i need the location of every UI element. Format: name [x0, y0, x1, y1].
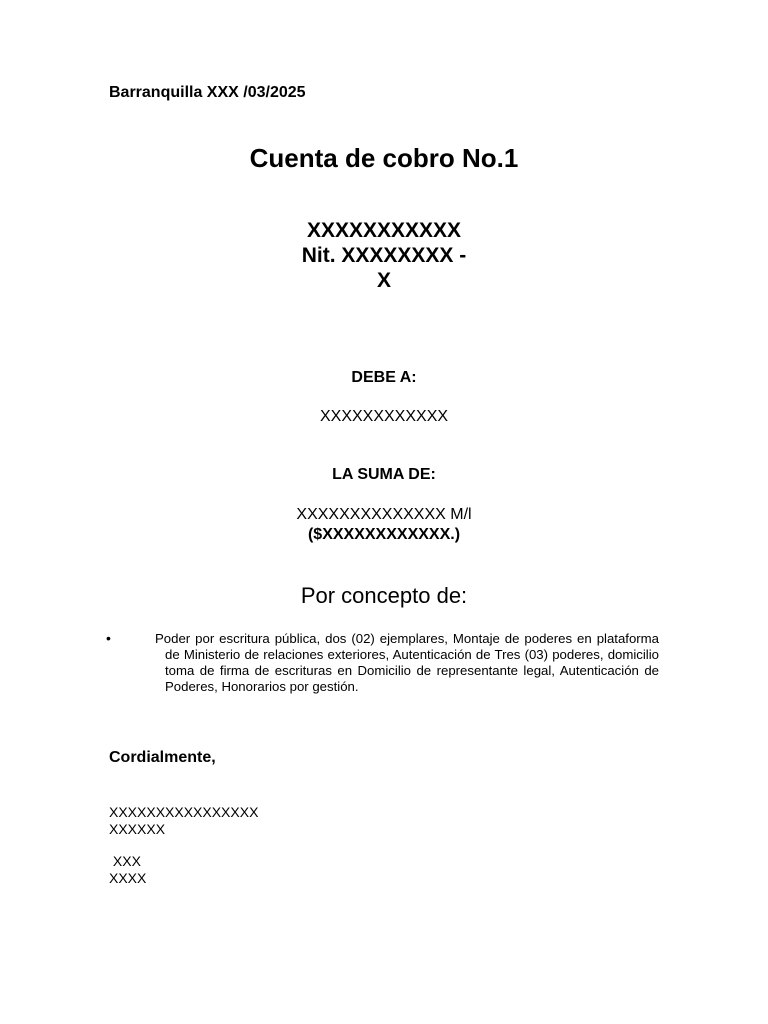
issuer-name: XXXXXXXXXXX — [306, 219, 462, 242]
debtor-label: DEBE A: — [351, 369, 417, 386]
signer-surname: XXXXXX — [109, 821, 166, 837]
place-date: Barranquilla XXX /03/2025 — [109, 84, 306, 101]
amount-label: LA SUMA DE: — [332, 466, 436, 483]
signer-role: XXXX — [109, 870, 147, 886]
signer-name: XXXXXXXXXXXXXXXX — [109, 804, 259, 820]
signer-id: XXX — [109, 853, 141, 869]
issuer-nit-check-digit: X — [376, 269, 391, 292]
document-title: Cuenta de cobro No.1 — [249, 143, 519, 173]
issuer-block — [0, 218, 768, 293]
amount-number: ($XXXXXXXXXXXX.) — [307, 526, 461, 543]
closing-salutation: Cordialmente, — [109, 749, 216, 766]
issuer-nit: Nit. XXXXXXXX - — [301, 244, 467, 267]
bullet-marker: • — [106, 630, 111, 646]
concept-item: Poder por escritura pública, dos (02) ejemplares, Montaje de poderes en plataforma de Ministerio de relaciones exteriores, Autenticación de Tres (03) poderes, domicilio toma de firma de escrituras en Domicilio de representante legal, Autenticación de Poderes, Honorarios por gestión. — [155, 631, 659, 694]
concept-heading: Por concepto de: — [300, 583, 468, 608]
debtor-name: XXXXXXXXXXXX — [319, 408, 449, 425]
amount-words: XXXXXXXXXXXXXX M/l — [296, 506, 472, 523]
